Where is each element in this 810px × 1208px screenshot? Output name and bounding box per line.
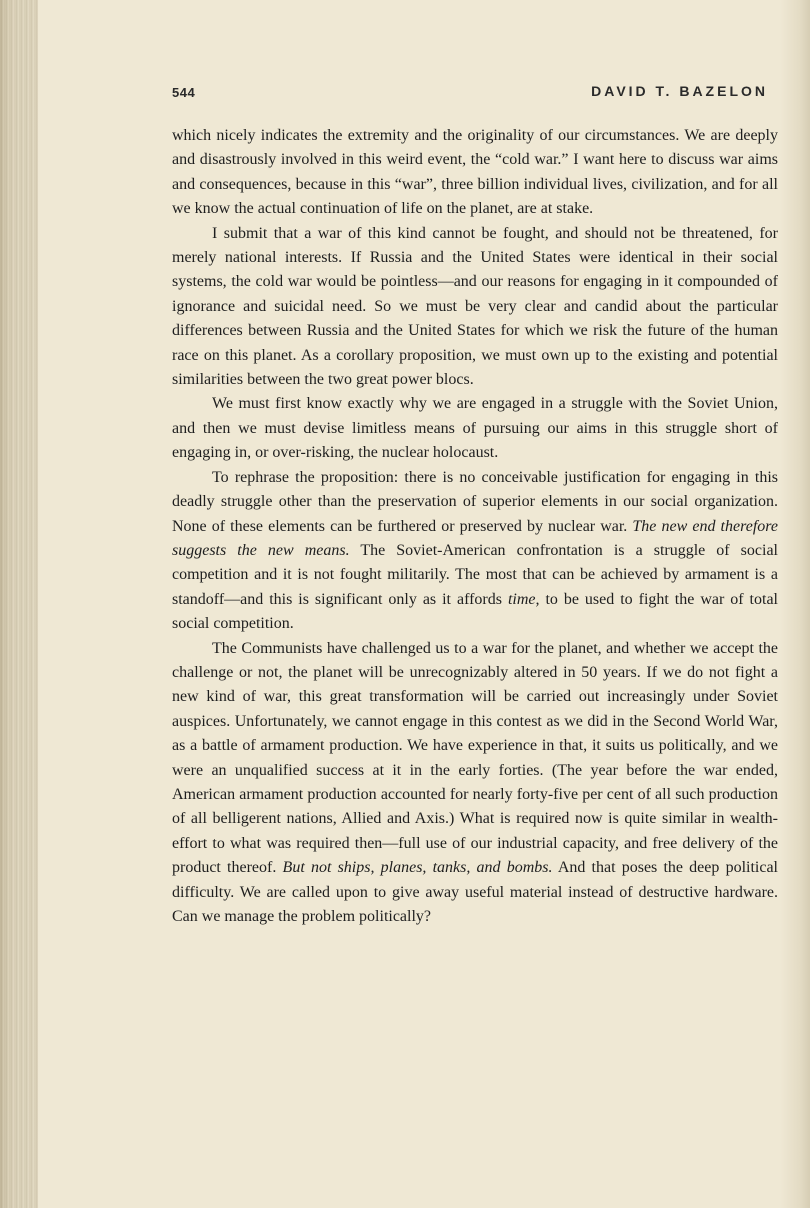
- page-number: 544: [172, 85, 196, 100]
- paragraph-4: [172, 466, 778, 637]
- book-spine-shadow: [0, 0, 38, 1208]
- paragraph-4-text-c: The Soviet-American confrontation is a struggle of social competition and it is not fought militarily. The most that can be achieved by armament is a standoff—and this is significant only as it affords: [172, 541, 778, 608]
- paragraph-4-text-e: to be used to fight the war of total social competition.: [172, 590, 778, 633]
- page-header: [172, 80, 768, 104]
- paragraph-5-italic-b: But not ships, planes, tanks, and bombs.: [282, 859, 553, 877]
- paragraph-5: [172, 637, 778, 930]
- paragraph-1: which nicely indicates the extremity and the originality of our circumstances. We are deeply and disastrously involved in this weird event, the “cold war.” I want here to discuss war aims and consequences, because in this “war”, three billion individual lives, civilization, and for all we know the actual continuation of life on the planet, are at stake.: [172, 127, 778, 218]
- paragraph-5-text-a: The Communists have challenged us to a war for the planet, and whether we accept the challenge or not, the planet will be unrecognizably altered in 50 years. If we do not fight a new kind of war, this great transformation will be carried out increasingly under Soviet auspices. Unfortunately, we cannot engage in this contest as we did in the Second World War, as a battle of armament production. We have experience in that, it suits us politically, and we were an unqualified success at it in the early forties. (The year before the war ended, American armament production accounted for nearly forty-five per cent of all such production of all belligerent nations, Allied and Axis.) What is required now is quite similar in wealth-effort to what was required then—full use of our industrial capacity, and free delivery of the product thereof.: [172, 639, 778, 877]
- body-text: [172, 124, 778, 929]
- paragraph-4-text-a: To rephrase the proposition: there is no conceivable justification for engaging in this deadly struggle other than the preservation of superior elements in our social organization. None of these elements can be furthered or preserved by nuclear war.: [172, 468, 778, 535]
- paragraph-5-text-c: And that poses the deep political difficulty. We are called upon to give away useful material instead of destructive hardware. Can we manage the problem politically?: [172, 859, 778, 925]
- paragraph-2: I submit that a war of this kind cannot be fought, and should not be threatened, for merely national interests. If Russia and the United States were identical in their social systems, the cold war would be pointless—and our reasons for engaging in it compounded of ignorance and suicidal need. So we must be very clear and candid about the particular differences between Russia and the United States for which we risk the future of the human race on this planet. As a corollary proposition, we must own up to the existing and potential similarities between the two great power blocs.: [172, 224, 778, 389]
- paragraph-4-italic-b: The new end therefore suggests the new means.: [172, 517, 779, 559]
- paragraph-4-italic-d: time,: [507, 590, 540, 608]
- running-head-author: DAVID T. BAZELON: [591, 83, 768, 99]
- paragraph-3: We must first know exactly why we are engaged in a struggle with the Soviet Union, and then we must devise limitless means of pursuing our aims in this struggle short of engaging in, or over-risking, the nuclear holocaust.: [172, 395, 778, 462]
